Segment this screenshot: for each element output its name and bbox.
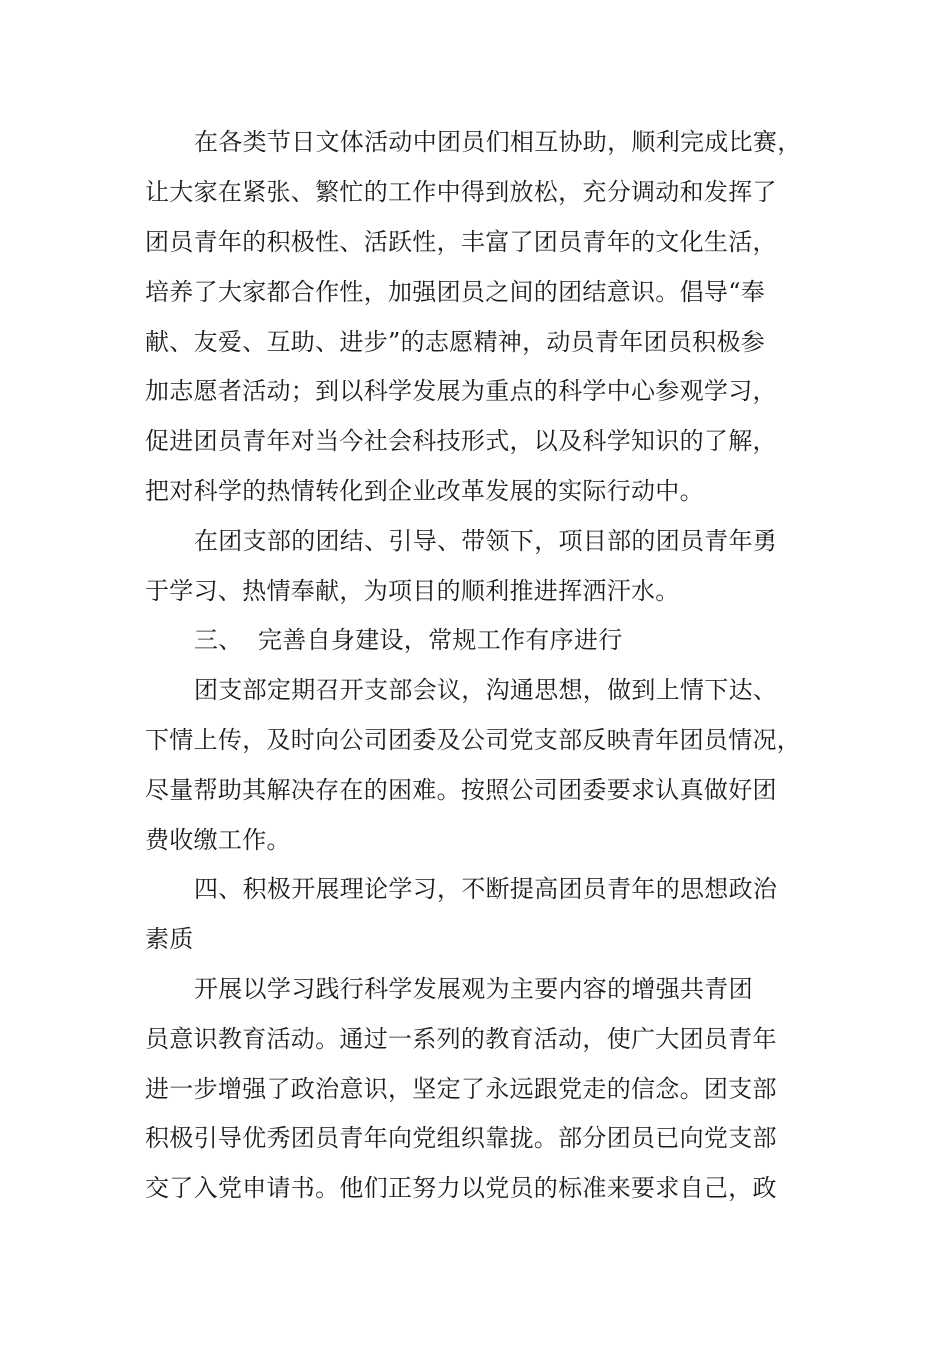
paragraph-1-line-6: 加志愿者活动；到以科学发展为重点的科学中心参观学习， xyxy=(145,377,777,405)
paragraph-2-line-1: 在团支部的团结、引导、带领下，项目部的团员青年勇 xyxy=(194,527,778,555)
section-3-number: 三、 xyxy=(194,626,243,654)
paragraph-4-line-1: 开展以学习践行科学发展观为主要内容的增强共青团 xyxy=(194,975,753,1003)
paragraph-1-line-4: 培养了大家都合作性，加强团员之间的团结意识。倡导“奉 xyxy=(145,278,766,306)
paragraph-1-line-7: 促进团员青年对当今社会科技形式，以及科学知识的了解， xyxy=(145,427,777,455)
paragraph-3-line-1: 团支部定期召开支部会议，沟通思想，做到上情下达、 xyxy=(194,676,778,704)
paragraph-3-line-2: 下情上传，及时向公司团委及公司党支部反映青年团员情况， xyxy=(145,726,802,754)
section-4-heading-line-1: 四、积极开展理论学习，不断提高团员青年的思想政治 xyxy=(194,875,778,903)
section-4-heading-line-2: 素质 xyxy=(145,925,194,953)
paragraph-1-line-1: 在各类节日文体活动中团员们相互协助，顺利完成比赛， xyxy=(194,128,802,156)
paragraph-1-line-3: 团员青年的积极性、活跃性，丰富了团员青年的文化生活， xyxy=(145,228,777,256)
paragraph-2-line-2: 于学习、热情奉献，为项目的顺利推进挥洒汗水。 xyxy=(145,577,680,605)
paragraph-4-line-5: 交了入党申请书。他们正努力以党员的标准来要求自己，政 xyxy=(145,1174,777,1202)
paragraph-3-line-4: 费收缴工作。 xyxy=(145,826,291,854)
paragraph-4-line-2: 员意识教育活动。通过一系列的教育活动，使广大团员青年 xyxy=(145,1025,777,1053)
paragraph-1-line-2: 让大家在紧张、繁忙的工作中得到放松，充分调动和发挥了 xyxy=(145,178,777,206)
paragraph-4-line-3: 进一步增强了政治意识，坚定了永远跟党走的信念。团支部 xyxy=(145,1075,777,1103)
paragraph-3-line-3: 尽量帮助其解决存在的困难。按照公司团委要求认真做好团 xyxy=(145,776,777,804)
paragraph-1-line-5: 献、友爱、互助、进步”的志愿精神，动员青年团员积极参 xyxy=(145,328,766,356)
paragraph-1-line-8: 把对科学的热情转化到企业改革发展的实际行动中。 xyxy=(145,477,704,505)
paragraph-4-line-4: 积极引导优秀团员青年向党组织靠拢。部分团员已向党支部 xyxy=(145,1124,777,1152)
section-3-heading: 完善自身建设，常规工作有序进行 xyxy=(258,626,623,654)
